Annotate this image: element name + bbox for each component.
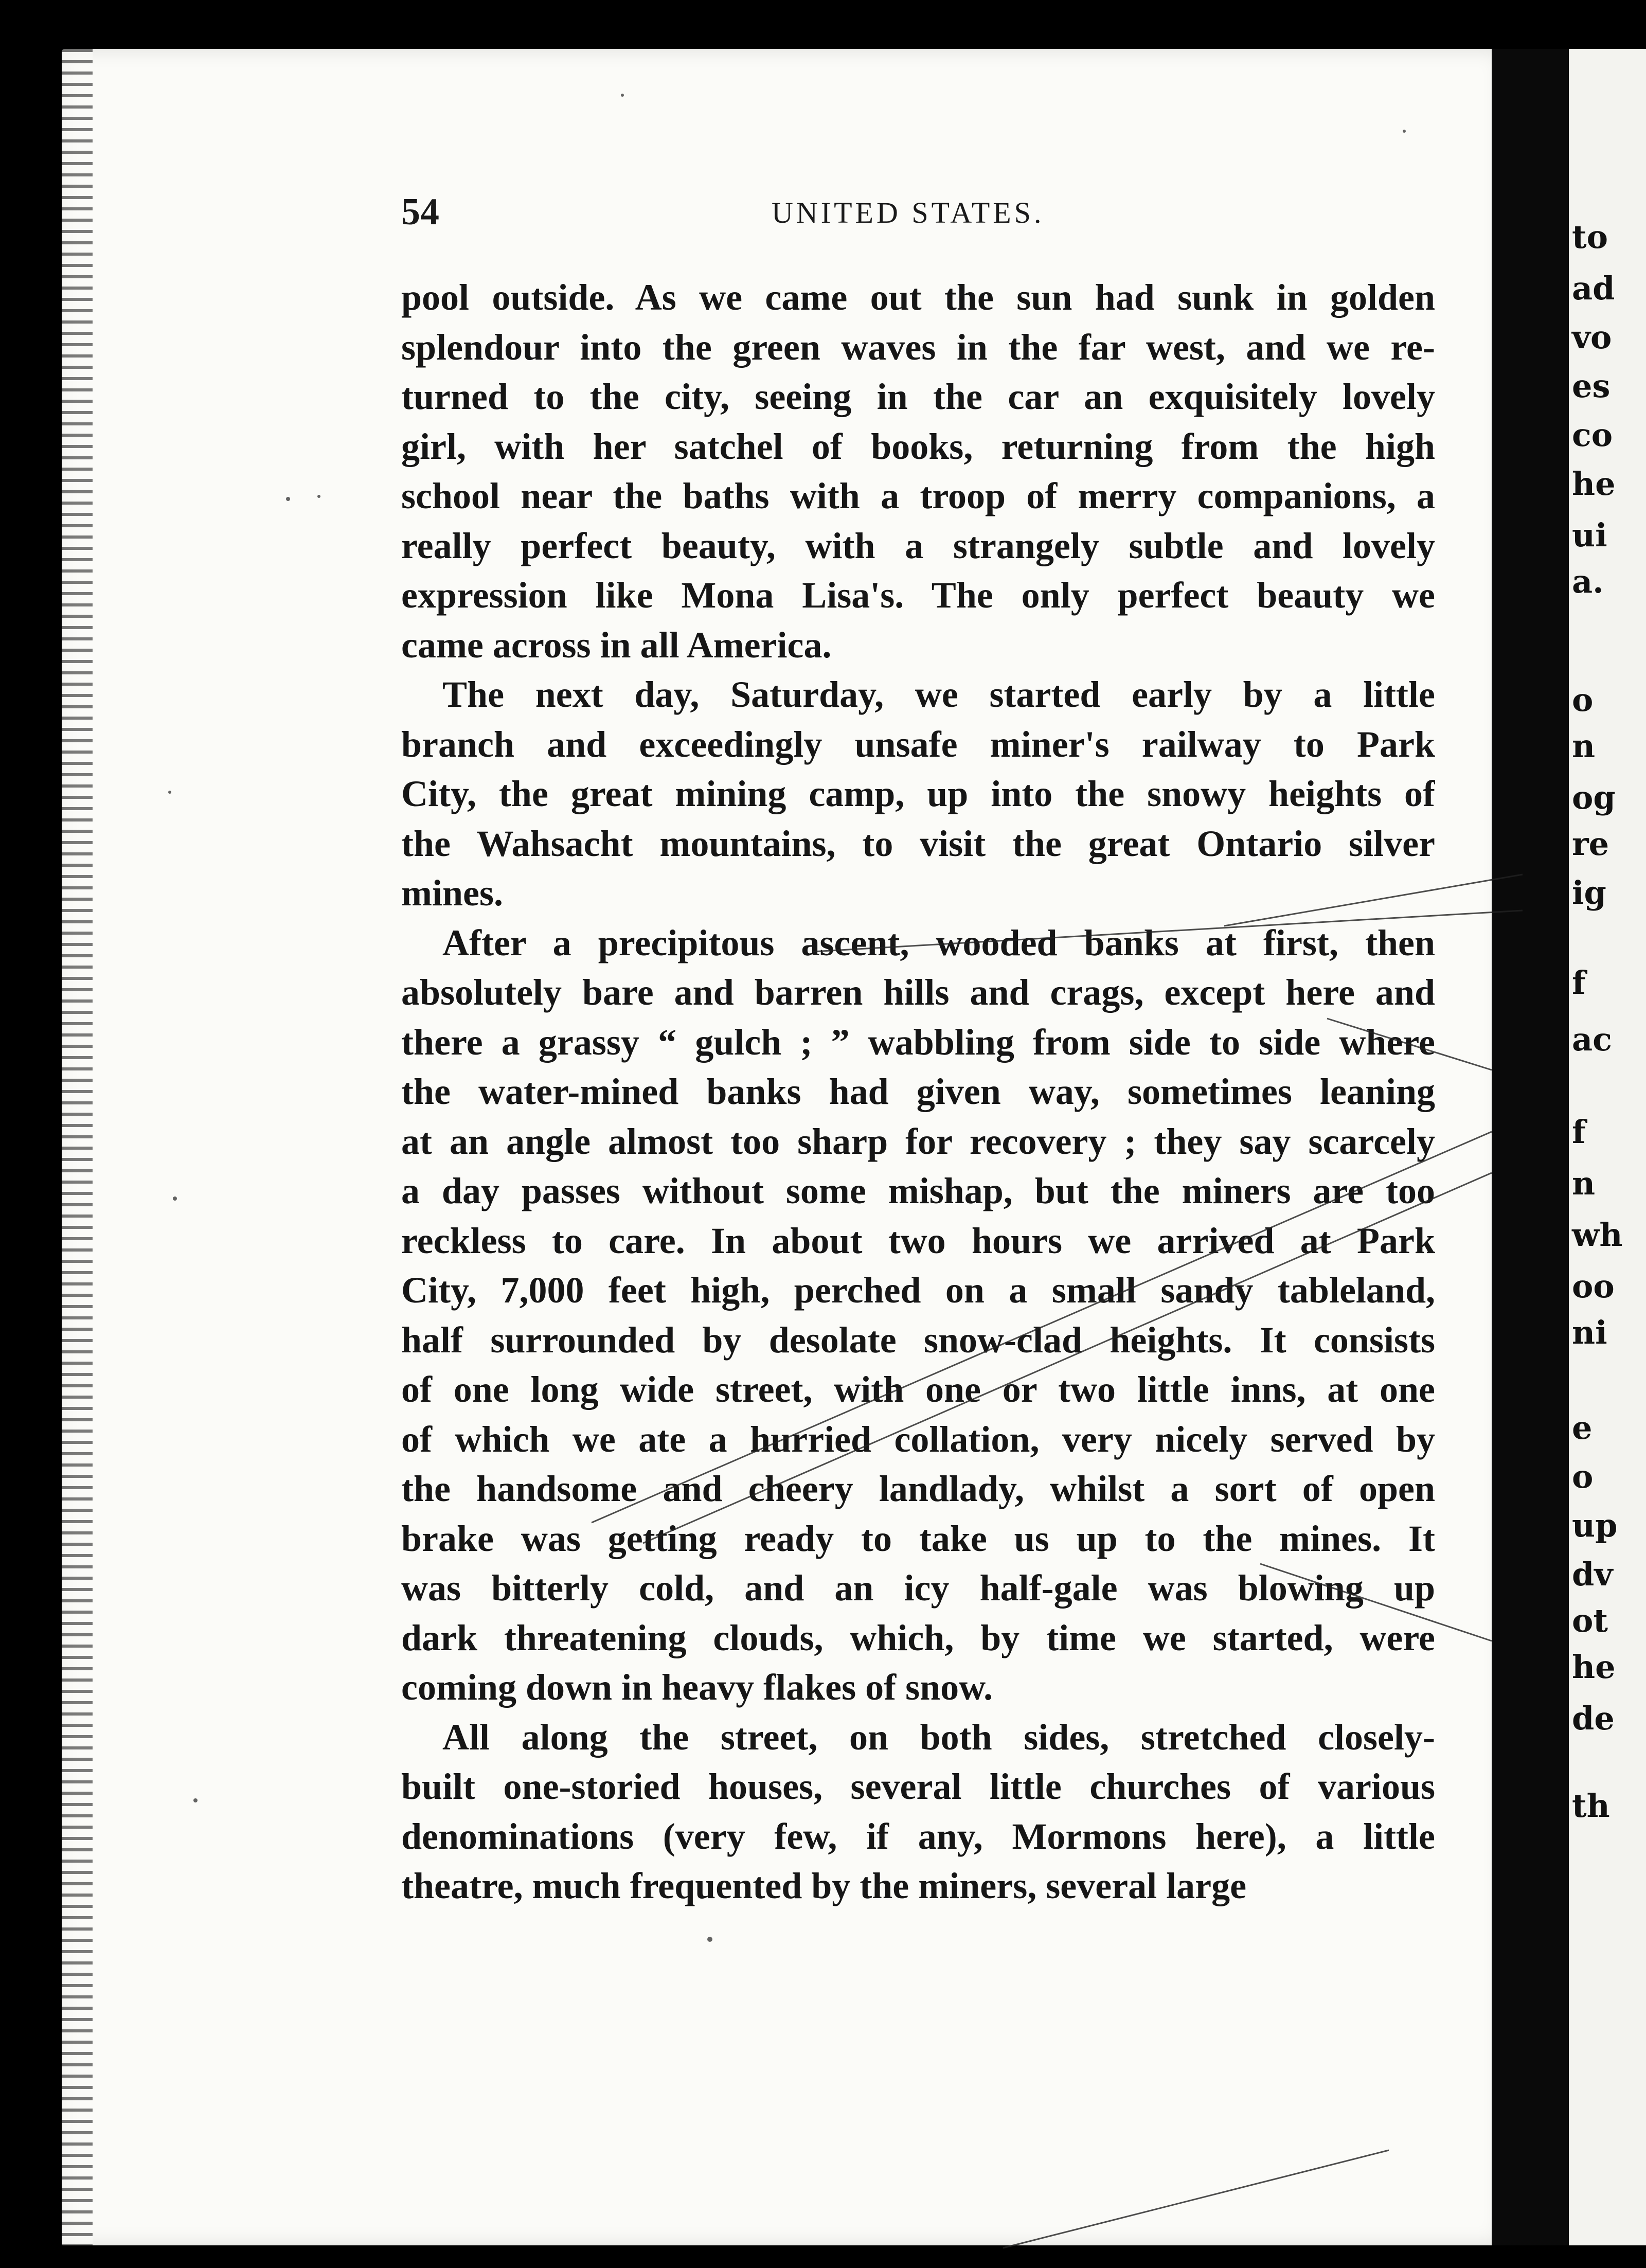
adjacent-page-fragment: ac	[1572, 1021, 1612, 1058]
text-line: half surrounded by desolate snow-clad heights. It consists	[401, 1319, 1435, 1361]
text-line: brake was getting ready to take us up to the mines. It	[401, 1517, 1435, 1559]
adjacent-page-fragment: dv	[1572, 1556, 1613, 1593]
adjacent-page-fragment: wh	[1572, 1216, 1623, 1254]
text-line: girl, with her satchel of books, returning from the high	[401, 425, 1435, 467]
text-line: absolutely bare and barren hills and crags, except here and	[401, 972, 1435, 1013]
adjacent-page-fragment: f	[1572, 1113, 1586, 1151]
page-number: 54	[401, 191, 439, 233]
adjacent-page-fragment: ni	[1572, 1314, 1607, 1351]
adjacent-page-fragment: ui	[1572, 516, 1607, 554]
text-line: All along the street, on both sides, stretched closely-	[442, 1716, 1435, 1758]
adjacent-page-fragment: n	[1572, 727, 1596, 765]
text-line: expression like Mona Lisa's. The only perfect beauty we	[401, 575, 1435, 616]
text-line: City, 7,000 feet high, perched on a small sandy tableland,	[401, 1270, 1435, 1311]
adjacent-page-strip	[1569, 49, 1646, 2245]
gutter-shadow	[1492, 49, 1569, 2245]
body-text	[401, 273, 1435, 1911]
running-head: UNITED STATES.	[772, 196, 1045, 229]
adjacent-page-fragment: og	[1572, 779, 1616, 816]
text-line: denominations (very few, if any, Mormons here), a little	[401, 1815, 1435, 1857]
text-line: the Wahsacht mountains, to visit the great Ontario silver	[401, 823, 1435, 864]
text-line: reckless to care. In about two hours we arrived at Park	[401, 1220, 1435, 1261]
text-line: there a grassy “ gulch ; ” wabbling from side to side where	[401, 1021, 1435, 1063]
text-line: a day passes without some mishap, but the miners are too	[401, 1170, 1435, 1211]
text-line: coming down in heavy flakes of snow.	[401, 1667, 993, 1708]
text-line: mines.	[401, 872, 503, 914]
adjacent-page-fragment: es	[1572, 367, 1611, 405]
page-header	[401, 190, 1435, 237]
text-line: the water-mined banks had given way, sometimes leaning	[401, 1071, 1435, 1112]
binding-edge	[62, 49, 93, 2245]
text-line: City, the great mining camp, up into the snowy heights of	[401, 773, 1435, 814]
text-line: After a precipitous ascent, wooded banks at first, then	[442, 922, 1435, 963]
adjacent-page-fragment: vo	[1572, 318, 1612, 356]
text-line: of one long wide street, with one or two little inns, at one	[401, 1369, 1435, 1410]
adjacent-page-fragment: ot	[1572, 1602, 1608, 1639]
text-line: of which we ate a hurried collation, very nicely served by	[401, 1418, 1435, 1460]
text-line: built one-storied houses, several little churches of various	[401, 1766, 1435, 1807]
text-line: school near the baths with a troop of merry companions, a	[401, 475, 1435, 516]
adjacent-page-fragment: o	[1572, 681, 1594, 719]
adjacent-page-fragment: oo	[1572, 1267, 1615, 1305]
text-line: came across in all America.	[401, 624, 832, 666]
adjacent-page-fragment: up	[1572, 1507, 1618, 1544]
text-line: theatre, much frequented by the miners, several large	[401, 1865, 1247, 1906]
adjacent-page-fragment: re	[1572, 825, 1609, 863]
adjacent-page-fragment: n	[1572, 1165, 1596, 1202]
text-line: at an angle almost too sharp for recovery ; they say scarcely	[401, 1120, 1435, 1162]
text-line: was bitterly cold, and an icy half-gale was blowing up	[401, 1567, 1435, 1609]
text-line: dark threatening clouds, which, by time we started, were	[401, 1617, 1435, 1658]
adjacent-page-fragment: he	[1572, 1648, 1616, 1686]
text-line: splendour into the green waves in the far west, and we re-	[401, 326, 1435, 368]
adjacent-page-fragment: f	[1572, 964, 1586, 1002]
adjacent-page-fragment: de	[1572, 1700, 1615, 1737]
text-line: The next day, Saturday, we started early by a little	[442, 674, 1435, 715]
text-line: pool outside. As we came out the sun had sunk in golden	[401, 277, 1435, 318]
text-line: the handsome and cheery landlady, whilst a sort of open	[401, 1468, 1435, 1509]
adjacent-page-fragment: a.	[1572, 563, 1604, 600]
adjacent-page-fragment: o	[1572, 1458, 1594, 1495]
adjacent-page-fragment: co	[1572, 416, 1613, 454]
text-line: really perfect beauty, with a strangely subtle and lovely	[401, 525, 1435, 566]
text-line: turned to the city, seeing in the car an exquisitely lovely	[401, 376, 1435, 417]
adjacent-page-fragment: ig	[1572, 874, 1606, 912]
text-line: branch and exceedingly unsafe miner's railway to Park	[401, 723, 1435, 765]
adjacent-page-fragment: ad	[1572, 270, 1615, 307]
adjacent-page-fragment: to	[1572, 218, 1608, 256]
adjacent-page-fragment: he	[1572, 465, 1616, 503]
adjacent-page-fragment: th	[1572, 1787, 1610, 1825]
adjacent-page-fragment: e	[1572, 1409, 1593, 1446]
